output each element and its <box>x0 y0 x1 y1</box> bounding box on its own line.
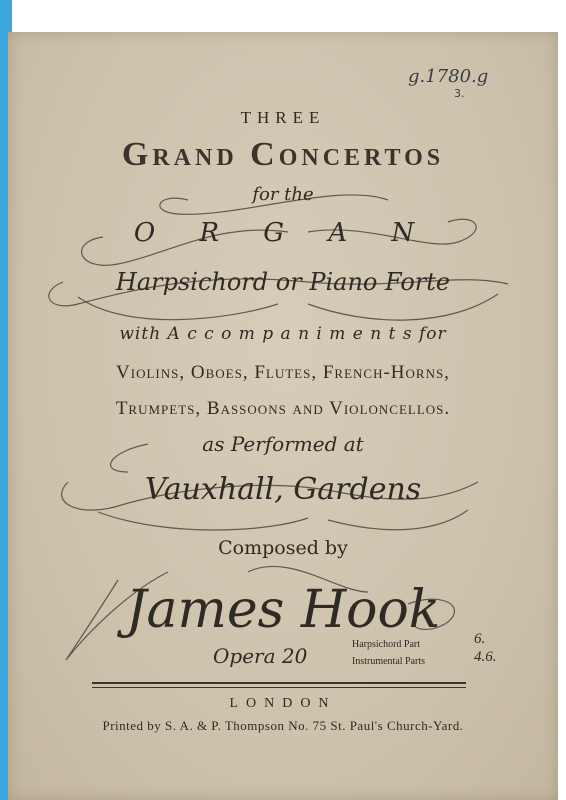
composed-by-text: Composed by <box>218 537 348 559</box>
composer-name: James Hook <box>125 580 441 640</box>
title-grand-concertos: Grand Concertos <box>121 136 445 173</box>
shelfmark-annotation: g.1780.g <box>408 66 489 87</box>
organ-text: O R G A N <box>133 218 433 248</box>
imprint-rule-thin <box>92 687 466 688</box>
title-page <box>8 32 558 800</box>
accompaniments-text: with A c c o m p a n i m e n t s for <box>119 324 447 344</box>
instrumental-parts-price: 4.6. <box>474 649 497 665</box>
shelfmark-number: 3. <box>454 87 465 100</box>
instrument-list-line-2: Trumpets, Bassoons and Violoncellos. <box>115 398 451 419</box>
instrument-list-line-1: Violins, Oboes, Flutes, French-Horns, <box>116 362 450 383</box>
harpsichord-part-price: 6. <box>474 631 486 647</box>
imprint-printer: Printed by S. A. & P. Thompson No. 75 St. Paul's Church-Yard. <box>102 718 464 733</box>
for-the-text: for the <box>252 184 314 205</box>
performed-at-text: as Performed at <box>202 432 364 456</box>
title-three: THREE <box>240 108 326 127</box>
imprint-city: LONDON <box>229 696 337 711</box>
price-values <box>474 630 497 666</box>
instruments-text: Harpsichord or Piano Forte <box>115 268 451 296</box>
harpsichord-part-label: Harpsichord Part <box>352 639 421 650</box>
price-labels <box>352 636 425 670</box>
opus-number: Opera 20 <box>213 644 308 668</box>
instrumental-parts-label: Instrumental Parts <box>352 656 426 667</box>
imprint-rule-thick <box>92 682 466 684</box>
venue-text: Vauxhall, Gardens <box>144 472 422 507</box>
